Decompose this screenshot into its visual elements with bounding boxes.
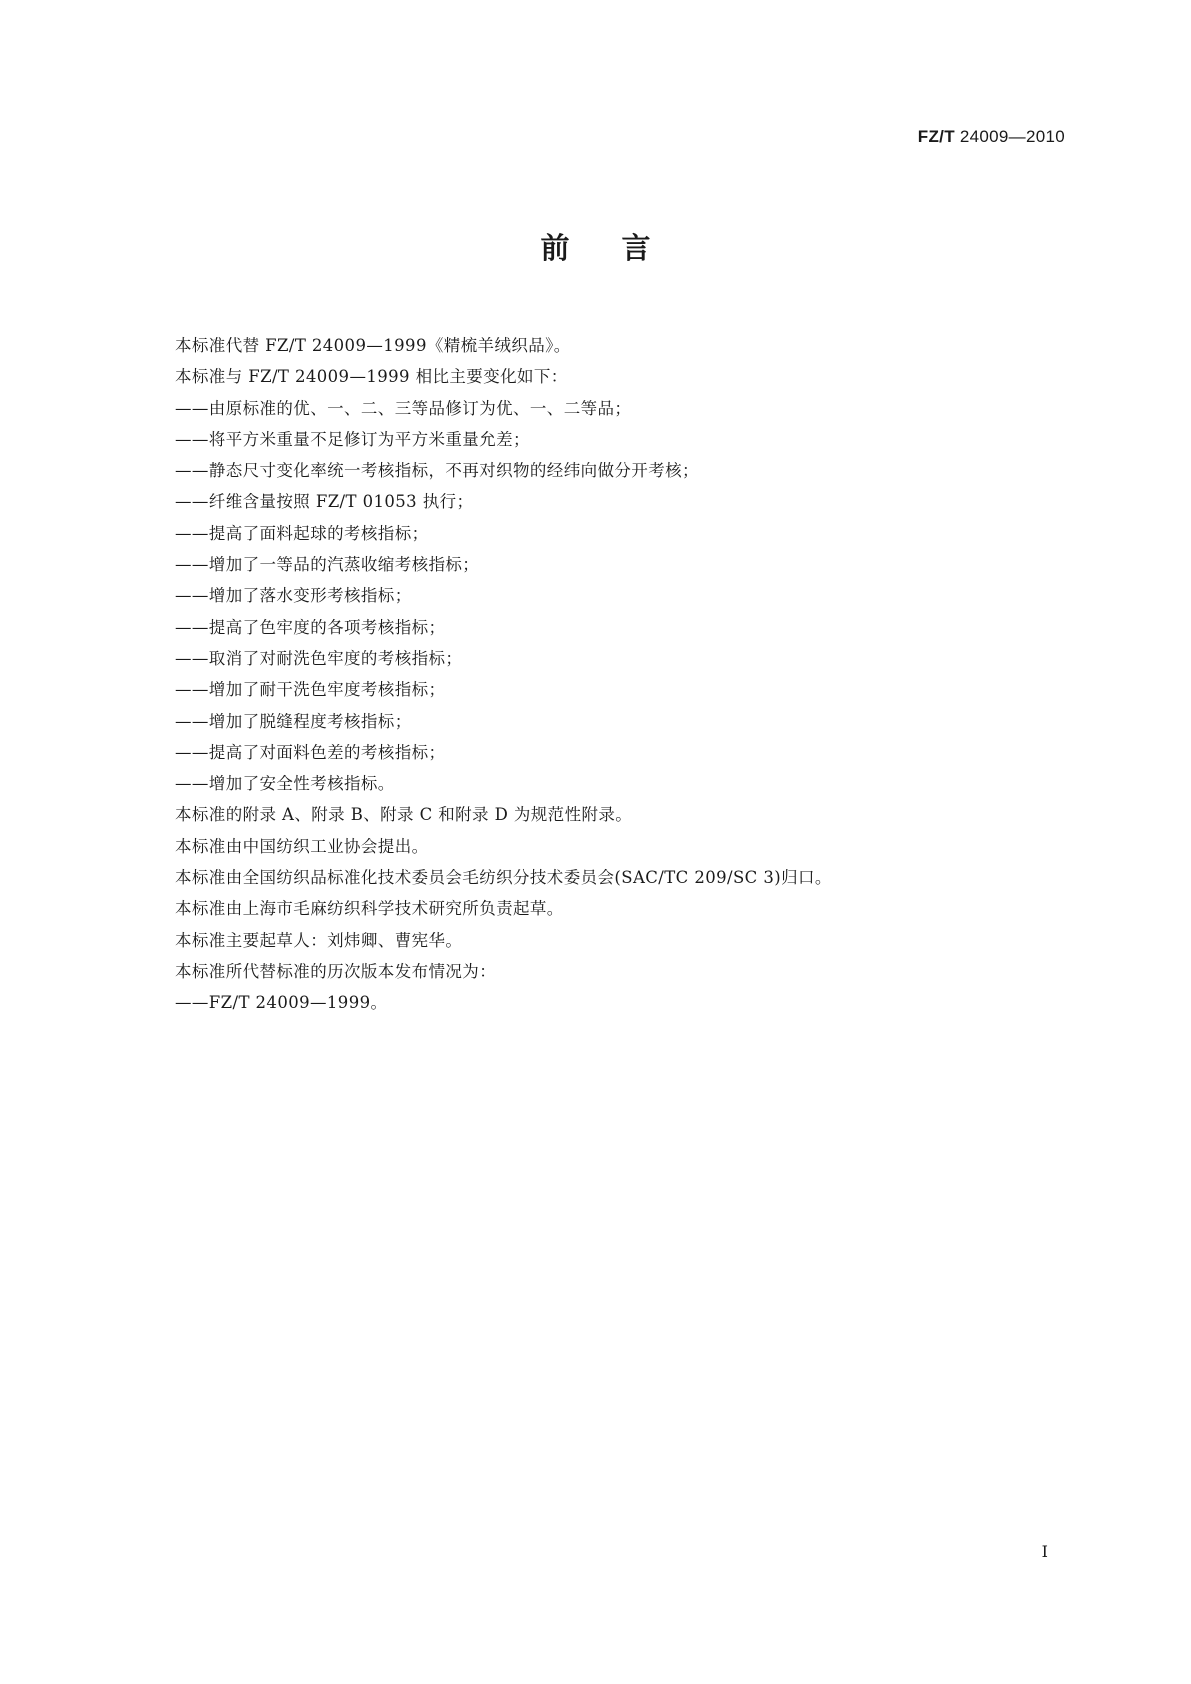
foreword-line: 本标准由全国纺织品标准化技术委员会毛纺织分技术委员会(SAC/TC 209/SC 3)归口。 [175, 868, 832, 888]
foreword-line: 本标准的附录 A、附录 B、附录 C 和附录 D 为规范性附录。 [175, 805, 633, 825]
change-item: ——增加了耐干洗色牢度考核指标； [175, 680, 446, 700]
standard-code-number: 24009—2010 [954, 127, 1065, 146]
standard-code-prefix: FZ/T [917, 127, 955, 146]
foreword-line: 本标准所代替标准的历次版本发布情况为： [175, 961, 497, 981]
change-item: ——静态尺寸变化率统一考核指标，不再对织物的经纬向做分开考核； [175, 461, 699, 481]
change-item: ——由原标准的优、一、二、三等品修订为优、一、二等品； [175, 398, 632, 418]
history-item: ——FZ/T 24009—1999。 [175, 993, 388, 1013]
foreword-line: 本标准主要起草人：刘炜卿、曹宪华。 [175, 930, 463, 950]
standard-code [918, 127, 1065, 147]
change-item: ——提高了对面料色差的考核指标； [175, 742, 446, 762]
change-item: ——增加了安全性考核指标。 [175, 774, 395, 794]
foreword-line: 本标准由中国纺织工业协会提出。 [175, 836, 429, 856]
page-title: 前言 [540, 231, 703, 265]
change-item: ——将平方米重量不足修订为平方米重量允差； [175, 429, 530, 449]
change-item: ——增加了落水变形考核指标； [175, 586, 412, 606]
change-item: ——取消了对耐洗色牢度的考核指标； [175, 648, 463, 668]
change-item: ——纤维含量按照 FZ/T 01053 执行； [175, 492, 474, 512]
change-item: ——增加了一等品的汽蒸收缩考核指标； [175, 555, 480, 575]
foreword-body [175, 330, 1055, 1019]
change-item: ——提高了色牢度的各项考核指标； [175, 617, 446, 637]
page-number: I [1041, 1542, 1048, 1561]
change-item: ——增加了脱缝程度考核指标； [175, 711, 412, 731]
change-item: ——提高了面料起球的考核指标； [175, 523, 429, 543]
foreword-line: 本标准由上海市毛麻纺织科学技术研究所负责起草。 [175, 899, 564, 919]
foreword-line: 本标准与 FZ/T 24009—1999 相比主要变化如下： [175, 367, 568, 387]
foreword-line: 本标准代替 FZ/T 24009—1999《精梳羊绒织品》。 [175, 336, 571, 355]
